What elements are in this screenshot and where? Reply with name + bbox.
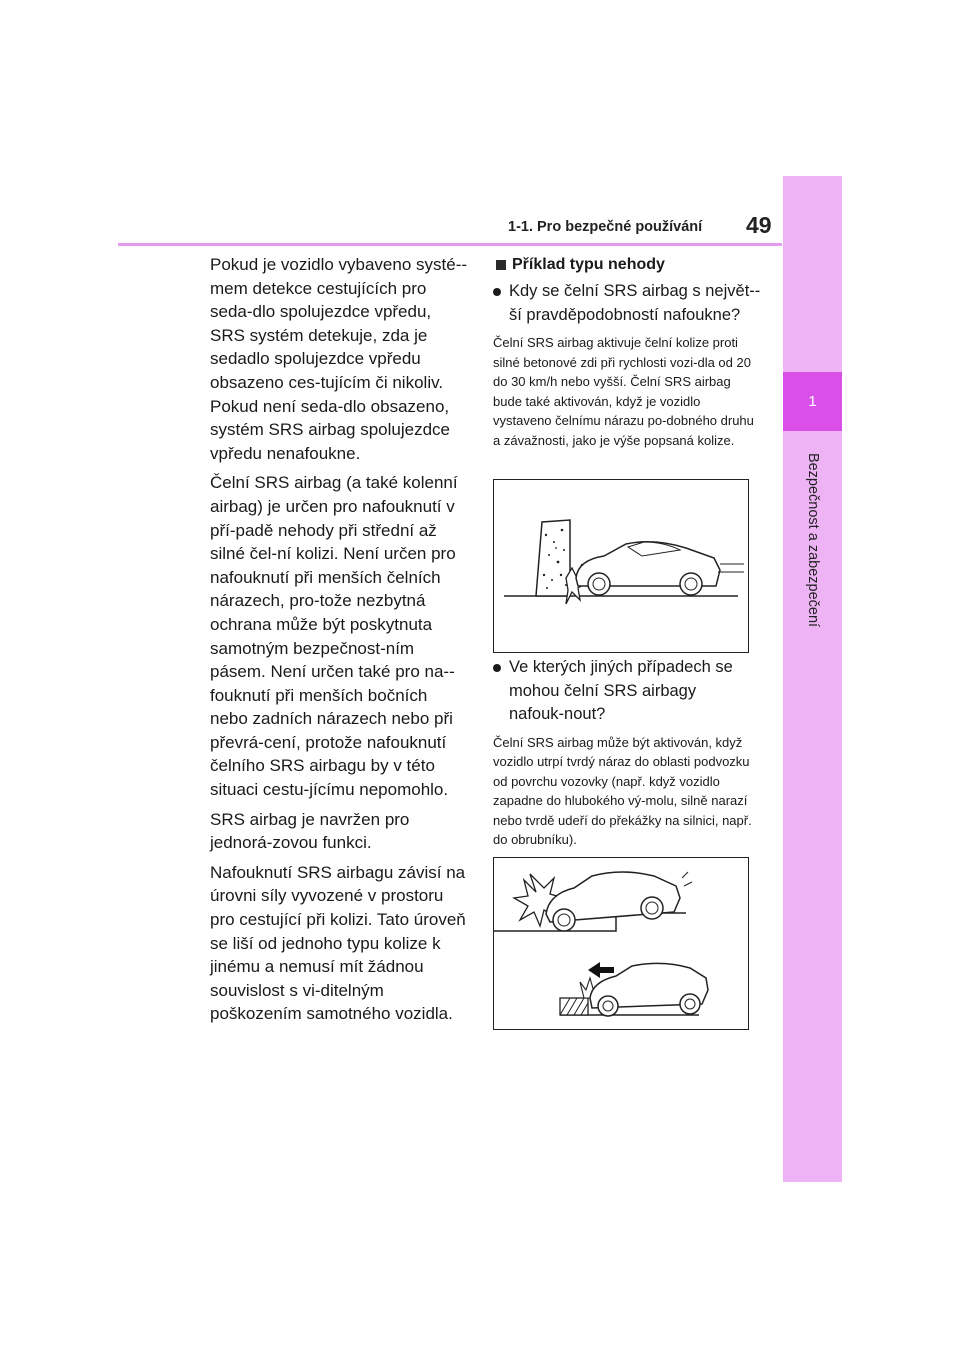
explanation-1: Čelní SRS airbag aktivuje čelní kolize proti silné betonové zdi při rychlosti vozi-dla od 20 do 30 km/h nebo vyšší. Čelní SRS airbag bude také aktivován, když je vozidlo vystaveno čelnímu nárazu po-dobného druhu a závažnosti, jako je výše popsaná kolize.: [493, 335, 754, 448]
bullet-question-1: [493, 280, 761, 327]
explanation-2: Čelní SRS airbag může být aktivován, když vozidlo utrpí tvrdý náraz do oblasti podvozku od povrchu vozovky (např. když vozidlo zapadne do hlubokého vý-molu, silně narazí nebo tvrdě udeří do překážky na silnici, např. do obrubníku).: [493, 734, 752, 848]
accident-type-heading: [493, 253, 761, 276]
right-column-lower: [493, 656, 761, 850]
page-number: 49: [746, 212, 772, 238]
paragraph-frontal-airbag-purpose: Čelní SRS airbag (a také kolenní airbag) je určen pro nafouknutí v pří-padě nehody při střední až silné čel-ní kolizi. Není určen pro nafouknutí při menších čelních nárazech, pro-tože nezbytná ochrana může být poskytnuta samotným bezpečnost-ním pásem. Není určen také pro na-fouknutí při menších bočních nebo zadních nárazech nebo při převrá-cení, protože nafouknutí čelního SRS airbagu by v této situaci cestu-jícímu nepomohlo.: [210, 473, 458, 800]
square-bullet-icon: [496, 260, 506, 270]
chapter-number-tab: [783, 372, 842, 431]
car-hitting-curb-illustration: [494, 858, 747, 1028]
car-hitting-wall-illustration: [494, 480, 747, 651]
paragraph-inflation-force: Nafouknutí SRS airbagu závisí na úrovni síly vyvozené v prostoru pro cestující při kolizi. Tato úroveň se liší od jednoho typu kolize k jinému a nemusí mít žádnou souvislost s vi-ditelným poškozením samotného vozidla.: [210, 862, 466, 1024]
left-column: [210, 253, 468, 1032]
section-title: 1-1. Pro bezpečné používání: [508, 219, 703, 235]
bullet-question-2: [493, 656, 761, 727]
paragraph-single-use: SRS airbag je navržen pro jednorá-zovou funkci.: [210, 809, 410, 853]
chapter-title: Bezpečnost a zabezpečení: [805, 452, 821, 628]
accident-type-heading-text: Příklad typu nehody: [512, 255, 665, 273]
bullet-question-2-text: Ve kterých jiných případech se mohou čelní SRS airbagy nafouk-nout?: [509, 658, 733, 723]
chapter-sidebar: [783, 176, 842, 1182]
paragraph-occupant-detection: Pokud je vozidlo vybaveno systé-mem detekce cestujících pro seda-dlo spolujezdce vpředu, SRS systém detekuje, zda je sedadlo spolujezdce vpředu obsazeno ces-tujícím či nikoliv. Pokud není seda-dlo obsazeno, systém SRS airbag spolujezdce vpředu nenafoukne.: [210, 255, 468, 463]
bullet-dot-icon: [493, 664, 501, 672]
underbody-impact-illustration: [493, 857, 749, 1030]
frontal-collision-illustration: [493, 479, 749, 653]
bullet-question-1-text: Kdy se čelní SRS airbag s největ-ší pravděpodobností nafoukne?: [509, 282, 761, 324]
chapter-number: 1: [808, 393, 817, 410]
bullet-dot-icon: [493, 288, 501, 296]
header-rule: [118, 243, 782, 246]
right-column: [493, 253, 761, 451]
